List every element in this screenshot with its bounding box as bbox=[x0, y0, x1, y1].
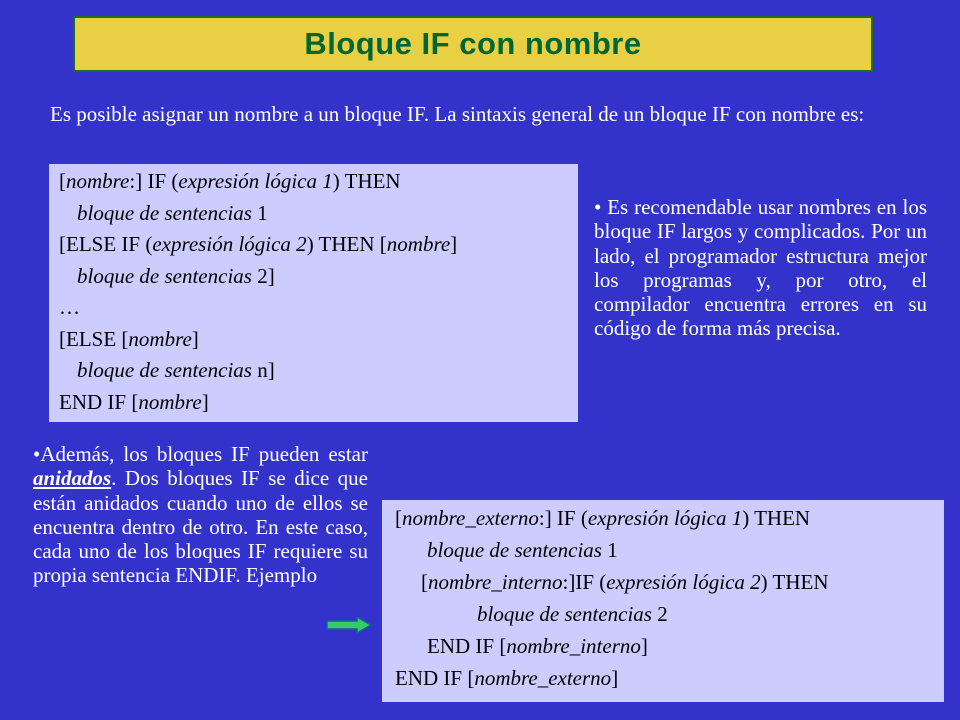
code-line: [ELSE IF (expresión lógica 2) THEN [nombre] bbox=[59, 232, 458, 256]
code-line: bloque de sentencias 2] bbox=[77, 263, 275, 288]
right-arrow-icon bbox=[326, 616, 372, 634]
code-line: bloque de sentencias 2 bbox=[477, 602, 668, 626]
code-line: [ELSE [nombre] bbox=[59, 326, 199, 351]
code-line: bloque de sentencias 1 bbox=[427, 538, 618, 562]
syntax-code-box bbox=[49, 164, 578, 422]
code-line: bloque de sentencias n] bbox=[77, 358, 275, 382]
title-banner bbox=[73, 16, 873, 72]
code-line: bloque de sentencias 1 bbox=[77, 200, 268, 225]
code-line: [nombre_interno:]IF (expresión lógica 2) THEN bbox=[421, 570, 829, 594]
code-line: … bbox=[59, 295, 80, 319]
emphasis-anidados: anidados bbox=[33, 466, 112, 491]
recommendation-note: • Es recomendable usar nombres en los bloque IF largos y complicados. Por un lado, el programador estructura mejor los programas y, por otro, el compilador encuentra errores en su código de forma más precisa. bbox=[594, 195, 927, 341]
nesting-note: •Además, los bloques IF pueden estar anidados. Dos bloques IF se dice que están anidados cuando uno de ellos se encuentra dentro de otro. En este caso, cada uno de los bloques IF requiere su propia sentencia ENDIF. Ejemplo bbox=[33, 442, 368, 588]
intro-paragraph: Es posible asignar un nombre a un bloque IF. La sintaxis general de un bloque IF con nombre es: bbox=[50, 102, 865, 126]
code-line: END IF [nombre] bbox=[59, 389, 209, 414]
code-line: END IF [nombre_interno] bbox=[427, 634, 648, 658]
nested-code-box bbox=[382, 500, 944, 702]
slide-title: Bloque IF con nombre bbox=[304, 26, 642, 61]
code-line: [nombre:] IF (expresión lógica 1) THEN bbox=[59, 169, 401, 193]
code-line: END IF [nombre_externo] bbox=[395, 666, 619, 690]
code-line: [nombre_externo:] IF (expresión lógica 1) THEN bbox=[395, 506, 811, 530]
